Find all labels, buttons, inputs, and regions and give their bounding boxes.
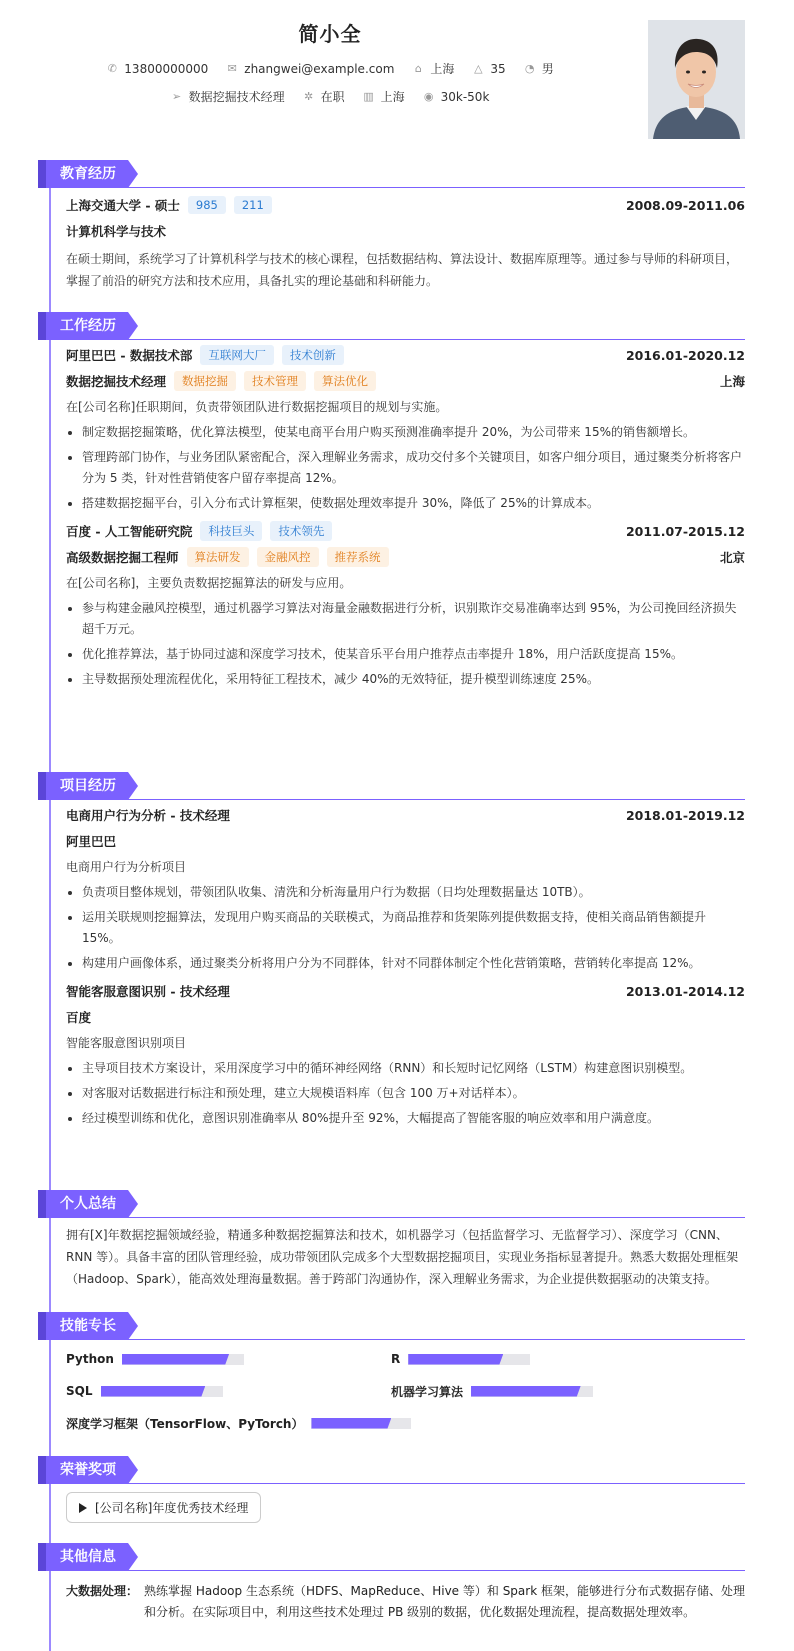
gender-text: 男 [541,62,554,76]
project-title-text: 智能客服意图识别 - 技术经理 [66,984,230,999]
education-desc: 在硕士期间，系统学习了计算机科学与技术的核心课程，包括数据结构、算法设计、数据库原理等。通过参与导师的科研项目，掌握了前沿的研究方法和技术应用，具备扎实的理论基础和科研能力。 [66,252,739,288]
candidate-name: 简小全 [298,22,362,46]
work-bullets [66,422,745,514]
list-item: 构建用户画像体系，通过聚类分析将用户分为不同群体，针对不同群体制定个性化营销策略，营销转化率提高 12%。 [66,953,745,974]
education-left [66,196,272,214]
phone-text: 13800000000 [124,61,209,76]
project-org-row [66,828,745,854]
company-row [66,342,745,368]
education-row [66,192,745,218]
role-tag: 数据挖掘 [174,371,236,391]
honors-title: 荣誉奖项 [38,1456,128,1484]
summary-header [38,1190,745,1218]
send-icon: ➢ [171,89,182,103]
avatar [648,20,745,139]
skill-item [391,1350,711,1368]
work-city: 上海 [719,374,745,389]
salary-text: 30k-50k [440,89,490,104]
project-row [66,802,745,828]
company-tag: 技术创新 [282,345,344,365]
resume-header [0,0,794,160]
avatar-portrait [648,20,745,139]
skill-name: Python [66,1352,114,1366]
status-item [303,88,345,105]
role-tag: 技术管理 [244,371,306,391]
gender-icon: ◔ [524,61,535,75]
other-text: 熟练掌握 Hadoop 生态系统（HDFS、MapReduce、Hive 等）和 Spark 框架，能够进行分布式数据存储、处理和分析。在实际项目中，利用这些技术处理过 PB 级别的数据，优化数据处理流程，提高数据处理效率。 [144,1584,745,1619]
skills-body [38,1340,745,1432]
list-item: 优化推荐算法，基于协同过滤和深度学习技术，使某音乐平台用户推荐点击率提升 18%，用户活跃度提高 15%。 [66,644,745,665]
job-row [0,88,660,105]
skills-grid [66,1340,745,1432]
work-title: 工作经历 [38,312,128,340]
list-item: 经过模型训练和优化，意图识别准确率从 80%提升至 92%，大幅提高了智能客服的响应效率和用户满意度。 [66,1108,745,1129]
work-bullets [66,598,745,690]
skill-item [391,1382,711,1400]
skill-bar-fill [101,1386,206,1397]
gender-item [524,60,554,77]
role-tag: 算法优化 [314,371,376,391]
company-tag: 科技巨头 [200,521,262,541]
skill-item [66,1414,711,1432]
work-section [38,312,745,694]
other-body [38,1571,745,1623]
major-name: 计算机科学与技术 [66,224,167,239]
education-section [38,160,745,292]
other-header [38,1543,745,1571]
phone-item [106,62,208,76]
list-item: 主导数据预处理流程优化，采用特征工程技术，减少 40%的无效特征，提升模型训练速度 25%。 [66,669,745,690]
skill-item [66,1382,391,1400]
skill-bar [471,1386,593,1397]
summary-section [38,1190,745,1290]
education-body [38,188,745,292]
city-item [363,88,405,105]
job-item [171,88,285,105]
work-city: 北京 [719,550,745,565]
list-item: 运用关联规则挖掘算法，发现用户购买商品的关联模式，为商品推荐和货架陈列提供数据支持，使相关商品销售额提升 15%。 [66,907,745,949]
project-entry [66,978,745,1129]
education-title: 教育经历 [38,160,128,188]
play-icon [79,1503,87,1513]
location-item [412,60,454,77]
city-text: 上海 [380,90,405,104]
skills-header [38,1312,745,1340]
summary-title: 个人总结 [38,1190,128,1218]
honors-body [38,1484,745,1523]
project-org-row [66,1004,745,1030]
phone-icon: ✆ [107,61,117,75]
company-row [66,518,745,544]
contact-row [0,60,660,77]
project-entry [66,802,745,974]
role-tag: 算法研发 [187,547,249,567]
work-date: 2016.01-2020.12 [625,347,745,363]
project-bullets [66,1058,745,1129]
company-name: 阿里巴巴 - 数据技术部 [66,348,193,363]
company-left [66,521,332,541]
work-date: 2011.07-2015.12 [625,523,745,539]
education-header [38,160,745,188]
mail-icon: ✉ [227,61,237,75]
list-item: 负责项目整体规划，带领团队收集、清洗和分析海量用户行为数据（日均处理数据量达 10TB）。 [66,882,745,903]
list-item: 管理跨部门协作，与业务团队紧密配合，深入理解业务需求，成功交付多个关键项目，如客户细分项目，通过聚类分析将客户分为 5 类，针对性营销使客户留存率提高 12%。 [66,447,745,489]
company-tag: 互联网大厂 [200,345,274,365]
skill-name: 机器学习算法 [391,1384,464,1399]
list-item: 搭建数据挖掘平台，引入分布式计算框架，使数据处理效率提升 30%，降低了 25%的计算成本。 [66,493,745,514]
home-icon: ⌂ [414,61,422,75]
major-row [66,218,745,244]
email-item [226,62,394,76]
school-tag: 211 [234,196,272,214]
education-date: 2008.09-2011.06 [625,197,745,213]
status-text: 在职 [320,90,345,104]
other-item [66,1571,745,1623]
work-body [38,340,745,690]
skill-item [66,1350,391,1368]
project-name: 电商用户行为分析项目 [66,860,187,874]
work-intro: 在[公司名称]，主要负责数据挖掘算法的研发与应用。 [66,576,352,590]
skill-bar [101,1386,223,1397]
coin-icon: ◉ [423,89,434,103]
work-entry [66,518,745,690]
skill-bar-fill [122,1354,229,1365]
summary-body [38,1218,745,1290]
project-name: 智能客服意图识别项目 [66,1036,187,1050]
work-header [38,312,745,340]
other-label: 大数据处理： [66,1584,139,1598]
other-title: 其他信息 [38,1543,128,1571]
skill-bar-fill [311,1418,391,1429]
project-org: 阿里巴巴 [66,834,117,849]
work-intro: 在[公司名称]任职期间，负责带领团队进行数据挖掘项目的规划与实施。 [66,400,448,414]
summary-text: 拥有[X]年数据挖掘领域经验，精通多种数据挖掘算法和技术，如机器学习（包括监督学习、无监督学习）、深度学习（CNN、RNN 等）。具备丰富的团队管理经验，成功带领团队完成多个大型数据挖掘项目，实现业务指标显著提升。熟悉大数据处理框架（Hadoop、Spark），能高效处理海量数据。善于跨部门沟通协作，深入理解业务需求，为企业提供数据驱动的决策支持。 [66,1228,739,1286]
list-item: 主导项目技术方案设计，采用深度学习中的循环神经网络（RNN）和长短时记忆网络（LSTM）构建意图识别模型。 [66,1058,745,1079]
project-body [38,800,745,1129]
work-entry [66,342,745,514]
skill-bar [408,1354,530,1365]
building-icon: ▥ [363,89,374,103]
skill-name: 深度学习框架（TensorFlow、PyTorch） [66,1416,304,1431]
school-tag: 985 [188,196,226,214]
age-item [472,62,505,76]
project-row [66,978,745,1004]
role-name: 高级数据挖掘工程师 [66,550,179,565]
status-icon: ✲ [303,89,314,103]
project-date: 2013.01-2014.12 [625,983,745,999]
project-title: 项目经历 [38,772,128,800]
school-name: 上海交通大学 - 硕士 [66,198,180,213]
age-text: 35 [490,61,506,76]
skill-bar [311,1418,411,1429]
honors-section [38,1456,745,1523]
company-left [66,345,344,365]
company-tag: 技术领先 [270,521,332,541]
project-date: 2018.01-2019.12 [625,807,745,823]
role-left [66,371,376,391]
salary-item [423,90,490,104]
list-item: 参与构建金融风控模型，通过机器学习算法对海量金融数据进行分析，识别欺诈交易准确率达到 95%，为公司挽回经济损失超千万元。 [66,598,745,640]
role-name: 数据挖掘技术经理 [66,374,167,389]
project-title-text: 电商用户行为分析 - 技术经理 [66,808,230,823]
skill-bar-fill [408,1354,503,1365]
role-row [66,544,745,570]
cake-icon: △ [474,61,483,75]
award-item[interactable] [66,1492,261,1523]
role-tag: 金融风控 [257,547,319,567]
role-tag: 推荐系统 [327,547,389,567]
skill-bar [122,1354,244,1365]
email-text: zhangwei@example.com [244,61,395,76]
role-left [66,547,389,567]
skill-name: SQL [66,1384,93,1398]
company-name: 百度 - 人工智能研究院 [66,524,193,539]
project-section [38,772,745,1133]
honors-header [38,1456,745,1484]
skills-title: 技能专长 [38,1312,128,1340]
job-text: 数据挖掘技术经理 [188,90,285,104]
award-text: [公司名称]年度优秀技术经理 [95,1501,249,1515]
project-org: 百度 [66,1010,92,1025]
location-text: 上海 [430,62,455,76]
other-section [38,1543,745,1623]
project-bullets [66,882,745,974]
role-row [66,368,745,394]
project-header [38,772,745,800]
list-item: 对客服对话数据进行标注和预处理，建立大规模语料库（包含 100 万+对话样本）。 [66,1083,745,1104]
skill-name: R [391,1352,401,1366]
list-item: 制定数据挖掘策略，优化算法模型，使某电商平台用户购买预测准确率提升 20%，为公司带来 15%的销售额增长。 [66,422,745,443]
skills-section [38,1312,745,1432]
skill-bar-fill [471,1386,581,1397]
